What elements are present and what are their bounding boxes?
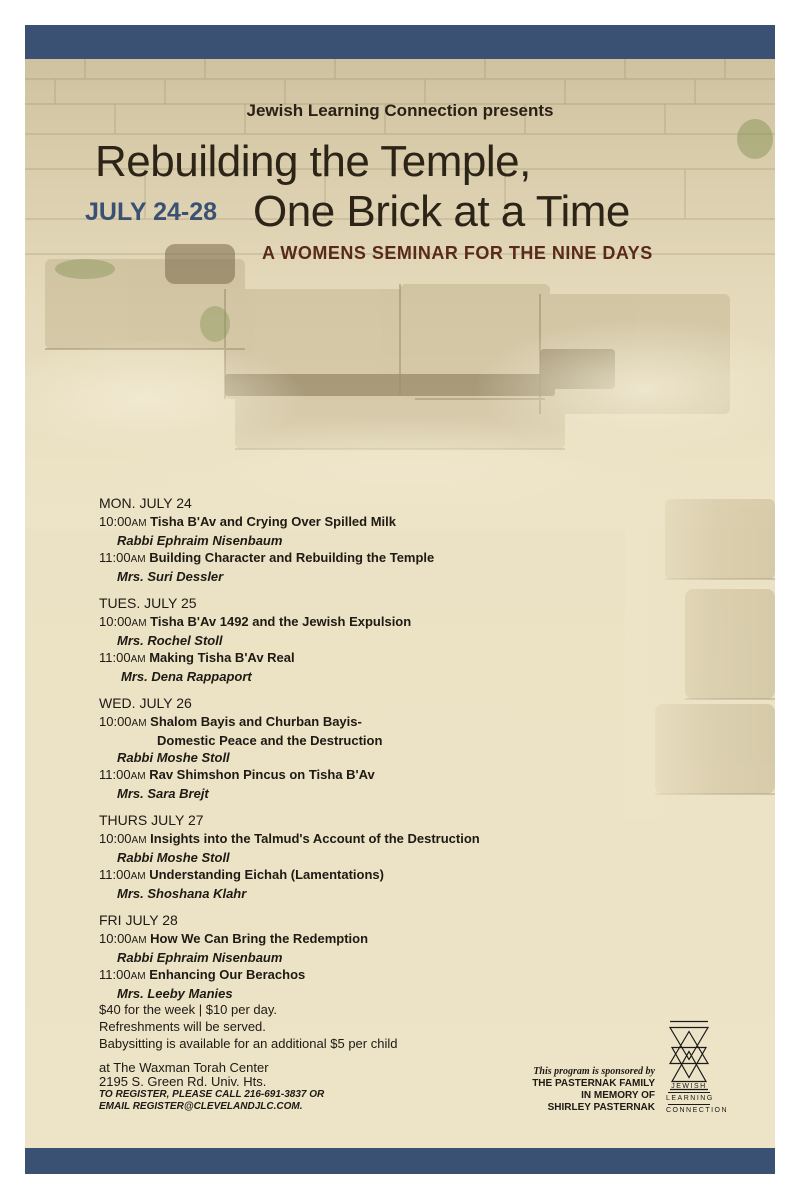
day-heading: TUES. JULY 25	[99, 595, 197, 611]
day-heading: THURS JULY 27	[99, 812, 204, 828]
session-title: Rav Shimshon Pincus on Tisha B'Av	[149, 767, 375, 782]
session-time: 11:00	[99, 767, 131, 782]
session-title: Tisha B'Av 1492 and the Jewish Expulsion	[150, 614, 412, 629]
day-heading: MON. JULY 24	[99, 495, 192, 511]
session-speaker: Mrs. Shoshana Klahr	[117, 886, 247, 901]
venue-info	[99, 1061, 324, 1113]
session-speaker: Mrs. Leeby Manies	[117, 986, 233, 1001]
session-time-title	[99, 549, 659, 568]
session-time-title	[99, 766, 659, 785]
sponsor-memory: IN MEMORY OF	[581, 1090, 655, 1101]
session-ampm: AM	[131, 518, 147, 529]
session-time: 10:00	[99, 514, 132, 529]
seminar-subtitle: A WOMENS SEMINAR FOR THE NINE DAYS	[262, 243, 653, 263]
session-time-title	[99, 713, 659, 732]
event-dates: JULY 24-28	[85, 198, 218, 226]
session-ampm: AM	[131, 718, 147, 729]
session-time: 11:00	[99, 967, 131, 982]
refreshments-line: Refreshments will be served.	[99, 1019, 266, 1034]
day-tuesday	[99, 594, 659, 685]
poster-content	[25, 59, 775, 1148]
session-speaker: Mrs. Dena Rappaport	[121, 669, 252, 684]
sponsor-block	[465, 1066, 655, 1114]
pricing-info	[99, 1001, 397, 1052]
schedule	[99, 494, 659, 1011]
session-ampm: AM	[131, 618, 147, 629]
session-title: Making Tisha B'Av Real	[149, 650, 295, 665]
session-time-title	[99, 966, 659, 985]
session-time: 10:00	[99, 931, 132, 946]
logo-divider	[668, 1104, 710, 1105]
session-title: Insights into the Talmud's Account of the Destruction	[150, 831, 480, 846]
venue-address: 2195 S. Green Rd. Univ. Hts.	[99, 1074, 267, 1089]
session-ampm: AM	[130, 971, 146, 982]
session-title: Building Character and Rebuilding the Temple	[149, 550, 435, 565]
logo-word-connection: CONNECTION	[666, 1107, 729, 1114]
sponsor-honoree: SHIRLEY PASTERNAK	[547, 1102, 655, 1113]
presenter-line: Jewish Learning Connection presents	[246, 101, 554, 120]
sponsor-family: THE PASTERNAK FAMILY	[532, 1078, 655, 1089]
session-speaker: Mrs. Sara Brejt	[117, 786, 209, 801]
session-time-title	[99, 649, 659, 668]
pricing-line: $40 for the week | $10 per day.	[99, 1002, 278, 1017]
session-ampm: AM	[131, 935, 147, 946]
session-time-title	[99, 930, 659, 949]
session-time: 10:00	[99, 614, 132, 629]
session-ampm: AM	[130, 654, 146, 665]
register-email: EMAIL REGISTER@CLEVELANDJLC.COM.	[99, 1101, 303, 1112]
session-title: How We Can Bring the Redemption	[150, 931, 369, 946]
session-time: 11:00	[99, 650, 131, 665]
session-ampm: AM	[130, 871, 146, 882]
session-title-continued: Domestic Peace and the Destruction	[157, 733, 383, 748]
session-title: Tisha B'Av and Crying Over Spilled Milk	[150, 514, 396, 529]
day-heading: FRI JULY 28	[99, 912, 178, 928]
session-time-title	[99, 513, 659, 532]
logo-divider	[668, 1092, 710, 1093]
session-speaker: Rabbi Ephraim Nisenbaum	[117, 950, 283, 965]
session-speaker: Rabbi Moshe Stoll	[117, 750, 230, 765]
poster	[25, 59, 775, 1148]
bottom-band	[25, 1148, 775, 1174]
logo-word-jewish: JEWISH	[671, 1083, 707, 1090]
jlc-logo-wordmark	[666, 1082, 729, 1115]
session-time: 11:00	[99, 867, 131, 882]
session-speaker: Rabbi Ephraim Nisenbaum	[117, 533, 283, 548]
top-band	[25, 25, 775, 59]
session-time: 11:00	[99, 550, 131, 565]
session-ampm: AM	[130, 554, 146, 565]
title-line-1: Rebuilding the Temple,	[95, 137, 531, 186]
session-speaker: Mrs. Suri Dessler	[117, 569, 224, 584]
session-time-title	[99, 830, 659, 849]
logo-word-learning: LEARNING	[666, 1095, 714, 1102]
register-phone: TO REGISTER, PLEASE CALL 216-691-3837 OR	[99, 1089, 325, 1100]
title-line-2: One Brick at a Time	[253, 187, 630, 236]
session-title: Understanding Eichah (Lamentations)	[149, 867, 384, 882]
session-time-title	[99, 866, 659, 885]
sponsor-intro: This program is sponsored by	[533, 1066, 655, 1077]
session-time: 10:00	[99, 831, 132, 846]
babysitting-line: Babysitting is available for an additional $5 per child	[99, 1036, 398, 1051]
day-heading: WED. JULY 26	[99, 695, 192, 711]
session-speaker: Rabbi Moshe Stoll	[117, 850, 230, 865]
session-ampm: AM	[130, 771, 146, 782]
day-wednesday	[99, 694, 659, 802]
session-speaker: Mrs. Rochel Stoll	[117, 633, 223, 648]
session-time: 10:00	[99, 714, 132, 729]
day-friday	[99, 911, 659, 1002]
day-monday	[99, 494, 659, 585]
venue-name: at The Waxman Torah Center	[99, 1060, 269, 1075]
session-title: Shalom Bayis and Churban Bayis-	[150, 714, 362, 729]
day-thursday	[99, 811, 659, 902]
session-title: Enhancing Our Berachos	[149, 967, 306, 982]
session-time-title	[99, 613, 659, 632]
session-ampm: AM	[131, 835, 147, 846]
